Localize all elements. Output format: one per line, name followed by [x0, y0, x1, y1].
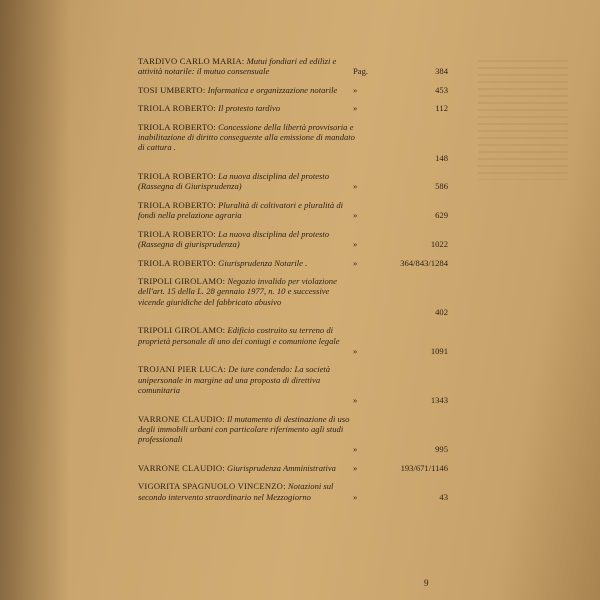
entry-author: TARDIVO CARLO MARIA:	[138, 56, 245, 66]
entry-mark: »	[353, 181, 358, 192]
entry-page: 1091	[430, 345, 448, 356]
index-entries	[138, 56, 448, 510]
index-entry	[138, 200, 448, 220]
entry-mark: »	[353, 345, 358, 356]
entry-page: 112	[435, 103, 448, 114]
entry-mark: »	[353, 84, 358, 95]
index-entry	[138, 103, 448, 113]
entry-author: VARRONE CLAUDIO:	[138, 413, 225, 424]
page-number: 9	[424, 578, 429, 588]
entry-author: TOSI UMBERTO:	[138, 84, 206, 95]
entry-page: 193/671/1146	[400, 462, 448, 473]
index-entry	[138, 258, 448, 268]
entry-author: TRIOLA ROBERTO:	[138, 171, 217, 182]
index-entry	[138, 364, 448, 405]
entry-title: Negozio invalido per violazione dell'art. 15 della L. 28 gennaio 1977, n. 10 e successive vicende giuridiche del fabbricato abusivo	[138, 276, 337, 307]
index-entry	[138, 85, 448, 95]
entry-mark: »	[353, 257, 358, 268]
index-entry	[138, 481, 448, 501]
page-shadow	[0, 0, 70, 600]
entry-title: La nuova disciplina del protesto (Rassegna di Giurisprudenza)	[138, 171, 330, 192]
entry-title: La nuova disciplina del protesto (Rassegna di giurisprudenza)	[138, 228, 330, 249]
index-entry	[138, 276, 448, 317]
index-entry	[138, 463, 448, 473]
entry-mark: Pag.	[353, 66, 369, 77]
entry-title: Informatica e organizzazione notarile	[207, 84, 338, 95]
entry-title: Giurisprudenza Notarile .	[218, 257, 308, 268]
index-entry	[138, 229, 448, 249]
entry-mark: »	[353, 394, 358, 405]
entry-page: 402	[435, 306, 448, 317]
entry-author: TRIOLA ROBERTO:	[138, 228, 217, 239]
entry-author: VIGORITA SPAGNUOLO VINCENZO:	[138, 481, 286, 492]
entry-page: 586	[435, 181, 448, 192]
index-entry	[138, 325, 448, 356]
bleed-through-text	[478, 60, 568, 180]
entry-page: 1022	[430, 238, 448, 249]
entry-page: 364/843/1284	[400, 257, 448, 268]
entry-author: TRIPOLI GIROLAMO:	[138, 325, 226, 336]
entry-author: TRIOLA ROBERTO:	[138, 257, 217, 268]
entry-title: Mutui fondiari ed edilizi e attività notarile: il mutuo consensuale	[138, 56, 337, 77]
entry-title: Edificio costruito su terreno di proprietà personale di uno dei coniugi e comunione legale	[138, 325, 340, 346]
entry-page: 453	[435, 84, 448, 95]
entry-title: Giurisprudenza Amministrativa	[227, 462, 336, 473]
entry-author: TROJANI PIER LUCA:	[138, 364, 227, 375]
entry-mark: »	[353, 444, 358, 455]
entry-author: TRIOLA ROBERTO:	[138, 103, 217, 114]
entry-page: 43	[439, 491, 448, 502]
entry-page: 384	[435, 66, 448, 77]
entry-title: Il mutamento di destinazione di uso degli immobili urbani con particolare riferimento agli studi professionali	[138, 413, 350, 444]
entry-author: TRIOLA ROBERTO:	[138, 199, 217, 210]
entry-title: Notazioni sul secondo intervento straordinario nel Mezzogiorno	[138, 481, 334, 502]
entry-page: 629	[435, 210, 448, 221]
index-entry	[138, 56, 448, 76]
entry-author: TRIPOLI GIROLAMO:	[138, 276, 226, 287]
entry-mark: »	[353, 210, 358, 221]
entry-page: 148	[435, 152, 448, 163]
entry-title: Il protesto tardivo	[218, 103, 281, 114]
entry-mark: »	[353, 103, 358, 114]
entry-page: 995	[435, 444, 448, 455]
entry-title: De iure condendo: La società unipersonale in margine ad una proposta di direttiva comunitaria	[138, 364, 331, 395]
entry-author: VARRONE CLAUDIO:	[138, 462, 225, 473]
entry-author: TRIOLA ROBERTO:	[138, 121, 217, 132]
entry-mark: »	[353, 491, 358, 502]
index-entry	[138, 171, 448, 191]
entry-page: 1343	[430, 394, 448, 405]
entry-mark: »	[353, 238, 358, 249]
entry-mark: »	[353, 462, 358, 473]
index-entry	[138, 414, 448, 455]
entry-title: Pluralità di coltivatori e pluralità di fondi nella prelazione agraria	[138, 199, 344, 221]
index-entry	[138, 122, 448, 163]
entry-title: Concessione della libertà provvisoria e inabilitazione di diritto conseguente alla emissione di mandato di cattura .	[138, 121, 355, 153]
